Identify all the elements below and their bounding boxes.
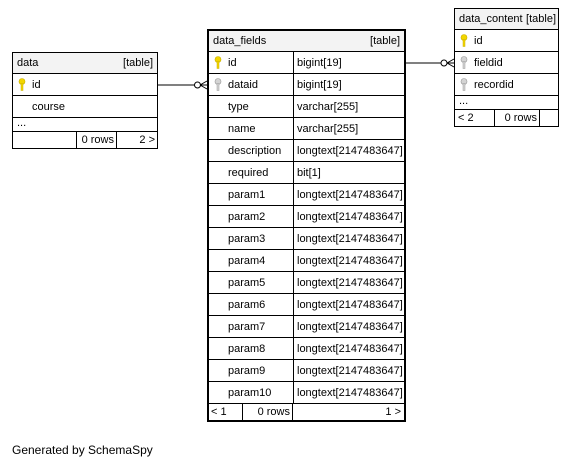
table-name: data_content: [459, 13, 523, 25]
column-name: recordid: [474, 79, 514, 91]
table-header: [209, 31, 404, 52]
column-type: bigint[19]: [293, 52, 404, 73]
column-name: param9: [228, 365, 266, 377]
primary-key-icon: [460, 34, 468, 48]
column-list: [209, 52, 404, 404]
generated-by-credit: Generated by SchemaSpy: [12, 443, 153, 457]
foreign-key-icon: [460, 78, 468, 92]
column-type: longtext[2147483647]: [293, 228, 404, 249]
column-row-name[interactable]: [209, 118, 404, 140]
table-kind-label: [table]: [123, 57, 153, 69]
column-name: course: [32, 101, 66, 113]
column-name: param3: [228, 233, 266, 245]
table-name: data: [17, 57, 39, 69]
column-name: name: [228, 123, 256, 135]
column-name: id: [32, 79, 41, 91]
column-row-param6[interactable]: [209, 294, 404, 316]
column-type: longtext[2147483647]: [293, 206, 404, 227]
column-type: bit[1]: [293, 162, 404, 183]
column-row-id[interactable]: [209, 52, 404, 74]
column-name: id: [474, 35, 483, 47]
column-name: param10: [228, 387, 272, 399]
column-row-description[interactable]: [209, 140, 404, 162]
column-type: varchar[255]: [293, 118, 404, 139]
column-row-required[interactable]: [209, 162, 404, 184]
footer-children[interactable]: 1 >: [385, 406, 401, 418]
column-type: longtext[2147483647]: [293, 272, 404, 293]
column-name: fieldid: [474, 57, 503, 69]
column-type: longtext[2147483647]: [293, 294, 404, 315]
table-footer: [13, 132, 157, 148]
column-name: param8: [228, 343, 266, 355]
primary-key-icon: [214, 56, 222, 70]
column-name: param1: [228, 189, 266, 201]
foreign-key-icon: [460, 56, 468, 70]
column-type: longtext[2147483647]: [293, 316, 404, 337]
column-row-param8[interactable]: [209, 338, 404, 360]
relationship-data-fields-to-data: [158, 81, 207, 89]
column-row-param4[interactable]: [209, 250, 404, 272]
table-data-fields[interactable]: [207, 29, 406, 422]
column-row-id[interactable]: [455, 30, 558, 52]
footer-children[interactable]: 2 >: [139, 134, 155, 146]
column-name: required: [228, 167, 269, 179]
column-row-param7[interactable]: [209, 316, 404, 338]
table-header: [13, 53, 157, 74]
footer-parents: [13, 132, 77, 148]
table-footer: [209, 404, 404, 420]
column-type: longtext[2147483647]: [293, 338, 404, 359]
more-columns-indicator: ...: [455, 96, 558, 110]
footer-parents[interactable]: < 2: [455, 110, 495, 126]
column-row-dataid[interactable]: [209, 74, 404, 96]
footer-parents[interactable]: < 1: [209, 404, 243, 420]
column-type: longtext[2147483647]: [293, 184, 404, 205]
table-data-content[interactable]: [454, 8, 559, 127]
column-name: param5: [228, 277, 266, 289]
column-row-course[interactable]: [13, 96, 157, 118]
relationship-data-content-to-data-fields: [406, 59, 454, 67]
column-name: type: [228, 101, 249, 113]
column-name: param2: [228, 211, 266, 223]
footer-children: [540, 110, 558, 126]
column-type: longtext[2147483647]: [293, 360, 404, 381]
table-header: [455, 9, 558, 30]
more-columns-indicator: ...: [13, 118, 157, 132]
table-kind-label: [table]: [370, 35, 400, 47]
column-name: param6: [228, 299, 266, 311]
table-data[interactable]: [12, 52, 158, 149]
column-row-type[interactable]: [209, 96, 404, 118]
table-kind-label: [table]: [526, 13, 556, 25]
footer-row-count: 0 rows: [77, 132, 117, 148]
column-row-id[interactable]: [13, 74, 157, 96]
column-row-param9[interactable]: [209, 360, 404, 382]
column-row-fieldid[interactable]: [455, 52, 558, 74]
column-type: bigint[19]: [293, 74, 404, 95]
column-type: longtext[2147483647]: [293, 140, 404, 161]
foreign-key-icon: [214, 78, 222, 92]
column-type: longtext[2147483647]: [293, 382, 404, 403]
column-row-param1[interactable]: [209, 184, 404, 206]
primary-key-icon: [18, 78, 26, 92]
table-name: data_fields: [213, 35, 267, 47]
column-row-param3[interactable]: [209, 228, 404, 250]
column-type: longtext[2147483647]: [293, 250, 404, 271]
column-name: param4: [228, 255, 266, 267]
column-name: id: [228, 57, 237, 69]
column-row-recordid[interactable]: [455, 74, 558, 96]
table-footer: [455, 110, 558, 126]
column-type: varchar[255]: [293, 96, 404, 117]
column-row-param10[interactable]: [209, 382, 404, 404]
column-name: param7: [228, 321, 266, 333]
column-name: dataid: [228, 79, 258, 91]
column-row-param5[interactable]: [209, 272, 404, 294]
footer-row-count: 0 rows: [495, 110, 540, 126]
column-name: description: [228, 145, 282, 157]
footer-row-count: 0 rows: [243, 404, 293, 420]
column-row-param2[interactable]: [209, 206, 404, 228]
